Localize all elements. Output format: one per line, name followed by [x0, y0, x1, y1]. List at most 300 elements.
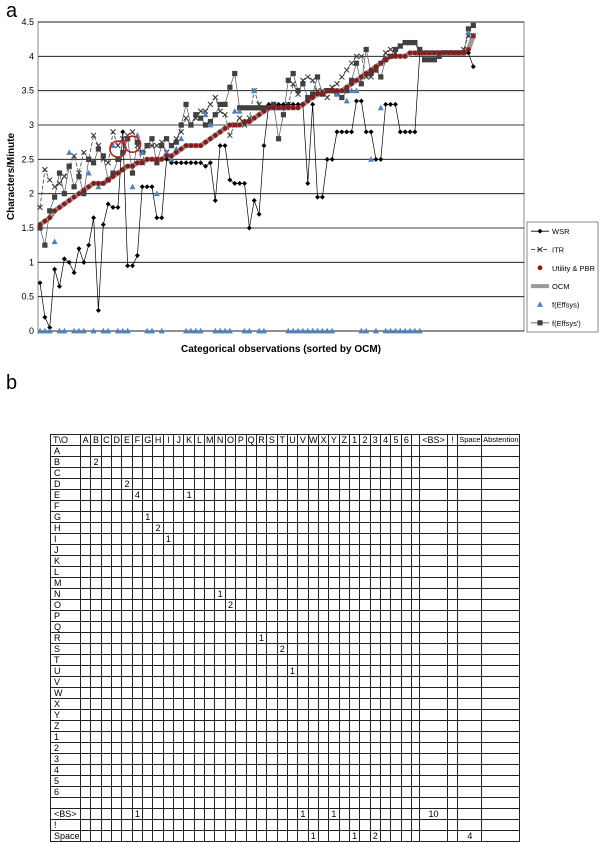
table-cell: [236, 776, 246, 787]
table-cell: [412, 468, 420, 479]
table-cell: [132, 622, 142, 633]
table-cell: [401, 589, 411, 600]
table-cell: [401, 501, 411, 512]
table-cell: [112, 523, 122, 534]
feffsys-prime-point: [403, 40, 408, 45]
table-cell: [329, 468, 339, 479]
table-cell: [448, 589, 458, 600]
table-cell: [401, 479, 411, 490]
table-cell: [91, 556, 101, 567]
table-cell: [339, 622, 349, 633]
table-cell: [215, 710, 225, 721]
table-cell: [184, 655, 194, 666]
row-header: Space: [51, 831, 81, 842]
table-cell: [308, 567, 318, 578]
table-cell: [349, 798, 359, 809]
table-cell: [482, 578, 520, 589]
utility-pbr-point: [164, 154, 169, 159]
table-cell: [380, 446, 390, 457]
table-cell: [349, 556, 359, 567]
table-cell: [256, 589, 266, 600]
table-cell: [225, 732, 235, 743]
column-header: E: [122, 435, 132, 446]
table-cell: [236, 622, 246, 633]
table-cell: [339, 688, 349, 699]
legend-label: OCM: [552, 282, 570, 292]
table-cell: [101, 633, 111, 644]
table-cell: [277, 765, 287, 776]
feffsys-prime-point: [76, 174, 81, 179]
utility-pbr-point: [130, 164, 135, 169]
table-cell: [101, 710, 111, 721]
table-cell: [298, 655, 308, 666]
table-cell: [458, 567, 482, 578]
table-cell: [277, 457, 287, 468]
table-cell: [236, 710, 246, 721]
table-cell: [132, 754, 142, 765]
table-cell: [391, 699, 401, 710]
table-cell: [236, 820, 246, 831]
table-cell: [349, 633, 359, 644]
table-cell: [420, 666, 448, 677]
table-cell: [349, 578, 359, 589]
table-cell: [420, 622, 448, 633]
table-cell: [205, 545, 215, 556]
utility-pbr-point: [169, 154, 174, 159]
table-row: [51, 831, 520, 842]
table-cell: [391, 655, 401, 666]
table-cell: [122, 666, 132, 677]
table-cell: [91, 534, 101, 545]
table-cell: [153, 611, 163, 622]
table-cell: [339, 798, 349, 809]
row-header: Y: [51, 710, 81, 721]
table-cell: [246, 710, 256, 721]
table-cell: [380, 457, 390, 468]
table-cell: [81, 512, 91, 523]
table-cell: [298, 798, 308, 809]
table-row: [51, 490, 520, 501]
table-cell: [194, 787, 204, 798]
table-cell: [448, 688, 458, 699]
utility-pbr-point: [374, 64, 379, 69]
table-cell: [412, 622, 420, 633]
table-cell: [132, 578, 142, 589]
table-cell: [163, 556, 173, 567]
table-cell: [380, 523, 390, 534]
table-cell: [236, 490, 246, 501]
table-cell: [246, 644, 256, 655]
table-cell: [205, 512, 215, 523]
row-header: 4: [51, 765, 81, 776]
table-cell: [215, 501, 225, 512]
table-cell: [143, 633, 153, 644]
feffsys-prime-point: [179, 122, 184, 127]
table-cell: [349, 611, 359, 622]
table-cell: [391, 534, 401, 545]
table-cell: [267, 699, 277, 710]
table-row: [51, 677, 520, 688]
column-header: T: [277, 435, 287, 446]
table-cell: [194, 589, 204, 600]
table-cell: [81, 798, 91, 809]
table-cell: [143, 710, 153, 721]
table-cell: [349, 622, 359, 633]
table-cell: [81, 754, 91, 765]
table-cell: [225, 754, 235, 765]
table-cell: [112, 765, 122, 776]
table-cell: [370, 699, 380, 710]
table-header-row: [51, 435, 520, 446]
table-cell: [163, 820, 173, 831]
table-cell: [339, 743, 349, 754]
table-cell: [360, 831, 370, 842]
table-cell: [194, 611, 204, 622]
table-cell: [318, 754, 328, 765]
row-header: W: [51, 688, 81, 699]
table-cell: [215, 721, 225, 732]
table-cell: [420, 732, 448, 743]
utility-pbr-point: [447, 51, 452, 56]
table-cell: [329, 721, 339, 732]
table-cell: [122, 589, 132, 600]
table-cell: [143, 567, 153, 578]
table-cell: [370, 776, 380, 787]
table-cell: [143, 655, 153, 666]
table-cell: [298, 765, 308, 776]
table-cell: [194, 534, 204, 545]
utility-pbr-point: [232, 123, 237, 128]
table-cell: [318, 809, 328, 820]
table-cell: [215, 831, 225, 842]
table-cell: [277, 446, 287, 457]
table-cell: [370, 743, 380, 754]
utility-pbr-point: [91, 181, 96, 186]
table-cell: [246, 468, 256, 479]
table-cell: [267, 578, 277, 589]
table-cell: [391, 666, 401, 677]
table-cell: 4: [132, 490, 142, 501]
table-cell: [163, 545, 173, 556]
table-cell: [184, 523, 194, 534]
table-cell: [380, 798, 390, 809]
table-cell: [163, 589, 173, 600]
table-cell: [391, 589, 401, 600]
table-cell: [339, 501, 349, 512]
table-cell: [256, 479, 266, 490]
table-row: [51, 644, 520, 655]
table-cell: [287, 600, 297, 611]
table-cell: [122, 809, 132, 820]
table-cell: [91, 578, 101, 589]
table-cell: [246, 556, 256, 567]
table-cell: [298, 556, 308, 567]
table-cell: [420, 798, 448, 809]
table-cell: [174, 721, 184, 732]
table-cell: [391, 820, 401, 831]
row-header: Q: [51, 622, 81, 633]
utility-pbr-point: [257, 112, 262, 117]
table-cell: [482, 688, 520, 699]
table-cell: [360, 820, 370, 831]
table-cell: [458, 501, 482, 512]
row-header: 2: [51, 743, 81, 754]
table-cell: [91, 776, 101, 787]
table-cell: [448, 523, 458, 534]
table-cell: [401, 457, 411, 468]
feffsys-prime-point: [291, 71, 296, 76]
table-cell: [380, 776, 390, 787]
table-cell: [143, 644, 153, 655]
table-cell: [298, 688, 308, 699]
table-cell: [81, 600, 91, 611]
table-cell: [122, 754, 132, 765]
table-cell: [205, 446, 215, 457]
table-cell: [329, 501, 339, 512]
table-cell: [256, 644, 266, 655]
table-row: [51, 798, 520, 809]
table-cell: [308, 721, 318, 732]
table-cell: [412, 644, 420, 655]
table-cell: [184, 578, 194, 589]
table-cell: [122, 457, 132, 468]
feffsys-prime-point: [71, 184, 76, 189]
table-cell: [174, 677, 184, 688]
table-cell: [298, 534, 308, 545]
table-cell: [194, 754, 204, 765]
table-cell: [380, 699, 390, 710]
table-cell: [448, 545, 458, 556]
table-cell: [380, 501, 390, 512]
table-cell: [329, 732, 339, 743]
table-cell: [112, 721, 122, 732]
table-cell: [153, 787, 163, 798]
table-cell: [329, 798, 339, 809]
table-cell: [420, 501, 448, 512]
table-cell: [174, 589, 184, 600]
table-cell: [174, 578, 184, 589]
table-cell: [329, 677, 339, 688]
utility-pbr-point: [189, 143, 194, 148]
table-cell: [122, 798, 132, 809]
table-cell: [391, 732, 401, 743]
table-cell: [246, 732, 256, 743]
table-cell: [163, 831, 173, 842]
utility-pbr-point: [349, 81, 354, 86]
row-header: L: [51, 567, 81, 578]
table-cell: 2: [153, 523, 163, 534]
table-cell: [277, 776, 287, 787]
utility-pbr-point: [344, 85, 349, 90]
table-cell: [225, 776, 235, 787]
table-cell: [194, 677, 204, 688]
table-cell: [153, 468, 163, 479]
table-cell: [153, 622, 163, 633]
table-cell: [122, 721, 132, 732]
legend-label: Utility & PBR: [552, 263, 595, 273]
table-cell: [184, 743, 194, 754]
table-cell: [298, 523, 308, 534]
table-cell: [277, 523, 287, 534]
table-cell: [339, 479, 349, 490]
table-cell: [482, 776, 520, 787]
table-cell: [360, 787, 370, 798]
table-cell: [401, 567, 411, 578]
table-cell: [349, 523, 359, 534]
table-cell: [215, 490, 225, 501]
table-cell: [370, 523, 380, 534]
table-cell: [143, 754, 153, 765]
table-cell: [174, 732, 184, 743]
table-cell: [277, 479, 287, 490]
row-header: O: [51, 600, 81, 611]
table-cell: [132, 677, 142, 688]
table-cell: [205, 534, 215, 545]
table-cell: [267, 545, 277, 556]
utility-pbr-point: [213, 133, 218, 138]
table-cell: [360, 622, 370, 633]
table-row: [51, 446, 520, 457]
table-cell: [318, 798, 328, 809]
table-cell: [277, 798, 287, 809]
table-cell: [412, 545, 420, 556]
column-header: O: [226, 435, 234, 445]
table-cell: [308, 776, 318, 787]
table-cell: [101, 754, 111, 765]
table-cell: [194, 655, 204, 666]
table-cell: [277, 578, 287, 589]
table-cell: [360, 468, 370, 479]
table-cell: 1: [163, 534, 173, 545]
table-cell: [153, 600, 163, 611]
table-cell: [256, 457, 266, 468]
table-cell: [391, 622, 401, 633]
table-cell: [448, 534, 458, 545]
table-cell: [174, 633, 184, 644]
table-row: [51, 743, 520, 754]
table-cell: [412, 655, 420, 666]
utility-pbr-point: [403, 54, 408, 59]
table-cell: [482, 699, 520, 710]
table-cell: [298, 787, 308, 798]
table-cell: [420, 644, 448, 655]
table-cell: [91, 589, 101, 600]
table-cell: [205, 556, 215, 567]
table-cell: [339, 710, 349, 721]
feffsys-prime-point: [232, 71, 237, 76]
table-row: [51, 699, 520, 710]
feffsys-prime-point: [432, 57, 437, 62]
table-cell: [448, 578, 458, 589]
table-cell: [448, 754, 458, 765]
column-header: Q: [247, 435, 255, 445]
table-cell: [287, 732, 297, 743]
table-cell: [184, 809, 194, 820]
table-cell: [256, 820, 266, 831]
table-cell: [401, 655, 411, 666]
table-cell: [329, 567, 339, 578]
table-cell: [318, 666, 328, 677]
table-cell: [287, 567, 297, 578]
table-cell: [132, 523, 142, 534]
table-cell: [163, 743, 173, 754]
table-row: [51, 776, 520, 787]
table-cell: [215, 479, 225, 490]
table-cell: [458, 490, 482, 501]
table-cell: [401, 743, 411, 754]
table-cell: [391, 776, 401, 787]
table-cell: [122, 534, 132, 545]
table-cell: [329, 831, 339, 842]
table-cell: [194, 622, 204, 633]
table-cell: [81, 479, 91, 490]
table-cell: [360, 776, 370, 787]
table-cell: [205, 776, 215, 787]
table-cell: [329, 479, 339, 490]
utility-pbr-point: [466, 47, 471, 52]
table-cell: [308, 765, 318, 776]
table-cell: [298, 567, 308, 578]
table-cell: [308, 710, 318, 721]
table-cell: [412, 721, 420, 732]
feffsys-prime-point: [354, 61, 359, 66]
table-cell: [339, 754, 349, 765]
column-header: X: [318, 435, 328, 446]
table-cell: [318, 468, 328, 479]
table-row: [51, 600, 520, 611]
table-cell: [194, 633, 204, 644]
table-cell: [412, 578, 420, 589]
column-header: N: [216, 435, 224, 445]
table-cell: [318, 622, 328, 633]
table-cell: [370, 710, 380, 721]
table-cell: [174, 457, 184, 468]
table-cell: 1: [215, 589, 225, 600]
table-cell: [420, 820, 448, 831]
table-cell: [256, 611, 266, 622]
table-cell: [287, 699, 297, 710]
table-cell: [215, 468, 225, 479]
table-cell: [225, 567, 235, 578]
table-cell: [277, 831, 287, 842]
table-cell: [91, 743, 101, 754]
table-cell: [482, 622, 520, 633]
column-header: 4: [380, 435, 390, 446]
table-cell: [482, 710, 520, 721]
table-cell: [194, 468, 204, 479]
table-cell: [256, 556, 266, 567]
table-cell: [482, 644, 520, 655]
feffsys-prime-point: [213, 112, 218, 117]
table-cell: [298, 820, 308, 831]
table-row: [51, 721, 520, 732]
table-cell: [318, 732, 328, 743]
table-cell: [174, 765, 184, 776]
table-cell: [236, 578, 246, 589]
table-cell: [420, 754, 448, 765]
table-cell: [360, 457, 370, 468]
table-cell: [318, 655, 328, 666]
table-cell: [458, 677, 482, 688]
table-cell: [215, 677, 225, 688]
table-cell: [308, 809, 318, 820]
utility-pbr-point: [101, 181, 106, 186]
table-cell: [482, 523, 520, 534]
table-cell: [215, 600, 225, 611]
table-cell: [143, 501, 153, 512]
table-cell: [101, 534, 111, 545]
table-cell: [339, 644, 349, 655]
